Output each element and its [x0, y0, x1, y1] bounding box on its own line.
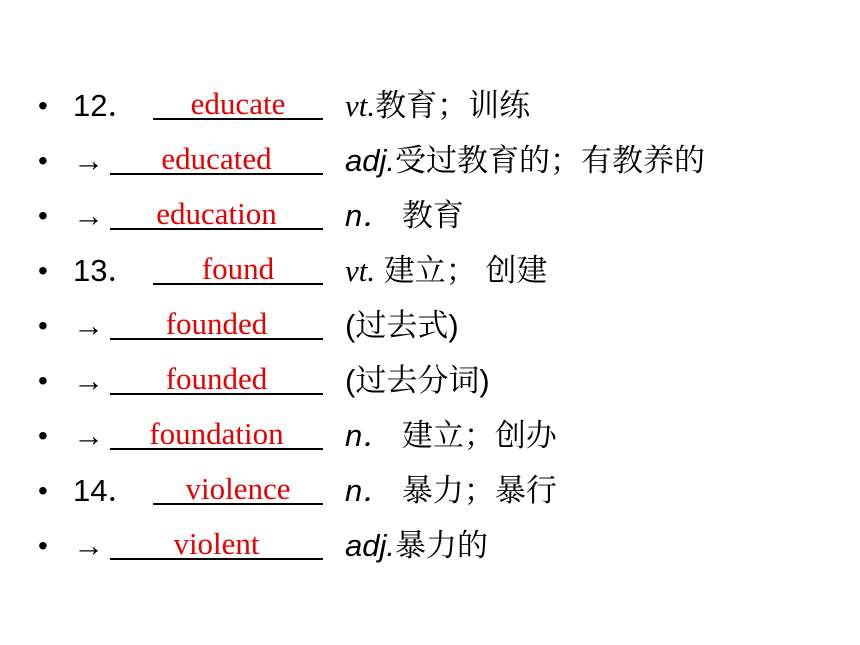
answer-word: educated: [161, 141, 272, 176]
bullet: •: [38, 255, 48, 286]
answer-blank: [153, 243, 323, 298]
bullet: •: [38, 145, 48, 176]
meaning: 受过教育的；有教养的: [394, 143, 705, 178]
answer-word: educate: [190, 86, 286, 121]
vocab-row: [38, 408, 838, 463]
bullet: •: [38, 475, 48, 506]
part-of-speech: adj.: [345, 528, 395, 563]
meaning: (过去式): [345, 308, 459, 343]
bullet: •: [38, 365, 48, 396]
part-of-speech: n．: [345, 473, 394, 508]
vocab-row: [38, 133, 838, 188]
answer-word: founded: [165, 361, 268, 396]
answer-blank: [110, 408, 323, 463]
arrow: →: [73, 308, 104, 343]
bullet: •: [38, 420, 48, 451]
answer-word: violent: [173, 526, 260, 561]
arrow: →: [73, 528, 104, 563]
vocab-row: [38, 518, 838, 573]
answer-word: violence: [185, 471, 291, 506]
bullet: •: [38, 310, 48, 341]
arrow: →: [73, 363, 104, 398]
answer-blank: [153, 78, 323, 133]
meaning: 建立；创办: [401, 418, 557, 453]
answer-word: founded: [165, 306, 268, 341]
answer-blank: [110, 298, 323, 353]
vocab-row: [38, 188, 838, 243]
answer-blank: [153, 463, 323, 518]
definition: [345, 243, 547, 298]
meaning: 建立； 创建: [375, 253, 548, 288]
answer-word: education: [156, 196, 277, 231]
answer-word: found: [201, 251, 275, 286]
part-of-speech: adj.: [345, 143, 395, 178]
answer-word: foundation: [149, 416, 284, 451]
definition: [345, 298, 459, 353]
arrow: →: [73, 418, 104, 453]
answer-blank: [110, 188, 323, 243]
definition: [345, 353, 490, 408]
item-number: 13．: [73, 253, 139, 288]
item-number: 14．: [73, 473, 139, 508]
vocab-row: [38, 298, 838, 353]
vocab-row: [38, 463, 838, 518]
answer-blank: [110, 518, 323, 573]
meaning: 教育；训练: [375, 88, 531, 123]
part-of-speech: vt.: [345, 253, 376, 288]
part-of-speech: n．: [345, 418, 394, 453]
item-number: 12．: [73, 88, 139, 123]
definition: [345, 463, 557, 518]
definition: [345, 188, 464, 243]
definition: [345, 408, 557, 463]
meaning: 暴力；暴行: [401, 473, 557, 508]
answer-blank: [110, 133, 323, 188]
definition: [345, 133, 705, 188]
vocab-row: [38, 78, 838, 133]
definition: [345, 518, 488, 573]
arrow: →: [73, 143, 104, 178]
bullet: •: [38, 200, 48, 231]
meaning: 教育: [401, 198, 464, 233]
bullet: •: [38, 530, 48, 561]
bullet: •: [38, 90, 48, 121]
answer-blank: [110, 353, 323, 408]
part-of-speech: vt.: [345, 88, 376, 123]
definition: [345, 78, 530, 133]
vocab-row: [38, 243, 838, 298]
meaning: (过去分词): [345, 363, 490, 398]
arrow: →: [73, 198, 104, 233]
part-of-speech: n．: [345, 198, 394, 233]
meaning: 暴力的: [394, 528, 488, 563]
vocab-row: [38, 353, 838, 408]
